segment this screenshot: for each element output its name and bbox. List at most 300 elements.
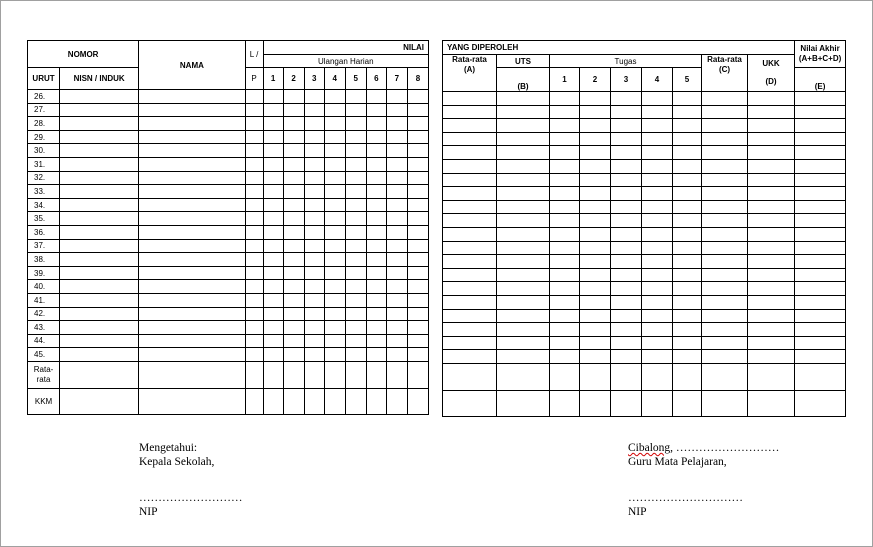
grade-cell[interactable] [263,185,283,199]
grade-cell[interactable] [642,227,673,241]
grade-cell[interactable] [386,239,407,253]
grade-cell[interactable] [580,295,611,309]
grade-cell[interactable] [283,171,304,185]
grade-cell[interactable] [795,214,846,228]
grade-cell[interactable] [304,334,324,348]
grade-cell[interactable] [283,212,304,226]
grade-cell[interactable] [139,321,245,335]
grade-cell[interactable] [580,132,611,146]
grade-cell[interactable] [324,212,345,226]
grade-cell[interactable] [611,173,642,187]
grade-cell[interactable] [366,212,386,226]
grade-cell[interactable] [673,350,702,364]
grade-cell[interactable] [580,92,611,106]
grade-cell[interactable] [366,293,386,307]
grade-cell[interactable] [60,103,139,117]
grade-cell[interactable] [611,255,642,269]
grade-cell[interactable] [324,321,345,335]
grade-cell[interactable] [345,280,366,294]
grade-cell[interactable] [263,266,283,280]
grade-cell[interactable] [386,198,407,212]
grade-cell[interactable] [550,309,580,323]
grade-cell[interactable] [245,130,263,144]
grade-cell[interactable] [139,253,245,267]
grade-cell[interactable] [139,212,245,226]
grade-cell[interactable] [702,241,748,255]
grade-cell[interactable] [324,253,345,267]
grade-cell[interactable] [324,334,345,348]
grade-cell[interactable] [324,307,345,321]
grade-cell[interactable] [550,336,580,350]
grade-cell[interactable] [795,173,846,187]
grade-cell[interactable] [748,187,795,201]
grade-cell[interactable] [673,309,702,323]
grade-cell[interactable] [263,280,283,294]
grade-cell[interactable] [497,159,550,173]
grade-cell[interactable] [366,103,386,117]
grade-cell[interactable] [139,144,245,158]
grade-cell[interactable] [345,103,366,117]
grade-cell[interactable] [139,103,245,117]
grade-cell[interactable] [345,144,366,158]
grade-cell[interactable] [60,266,139,280]
grade-cell[interactable] [702,255,748,269]
grade-cell[interactable] [304,103,324,117]
grade-cell[interactable] [407,225,428,239]
grade-cell[interactable] [324,198,345,212]
grade-cell[interactable] [386,212,407,226]
grade-cell[interactable] [245,198,263,212]
grade-cell[interactable] [324,103,345,117]
grade-cell[interactable] [497,214,550,228]
grade-cell[interactable] [748,119,795,133]
grade-cell[interactable] [60,225,139,239]
grade-cell[interactable] [611,105,642,119]
grade-cell[interactable] [673,255,702,269]
grade-cell[interactable] [580,227,611,241]
grade-cell[interactable] [795,132,846,146]
grade-cell[interactable] [366,157,386,171]
grade-cell[interactable] [386,280,407,294]
grade-cell[interactable] [386,90,407,104]
grade-cell[interactable] [795,323,846,337]
grade-cell[interactable] [407,239,428,253]
grade-cell[interactable] [407,212,428,226]
grade-cell[interactable] [283,280,304,294]
grade-cell[interactable] [139,280,245,294]
grade-cell[interactable] [245,185,263,199]
grade-cell[interactable] [263,103,283,117]
grade-cell[interactable] [283,225,304,239]
grade-cell[interactable] [60,348,139,362]
grade-cell[interactable] [748,350,795,364]
grade-cell[interactable] [443,105,497,119]
grade-cell[interactable] [642,295,673,309]
grade-cell[interactable] [443,295,497,309]
grade-cell[interactable] [283,321,304,335]
grade-cell[interactable] [611,187,642,201]
grade-cell[interactable] [345,253,366,267]
grade-cell[interactable] [386,253,407,267]
grade-cell[interactable] [497,309,550,323]
grade-cell[interactable] [304,239,324,253]
grade-cell[interactable] [366,239,386,253]
grade-cell[interactable] [304,307,324,321]
grade-cell[interactable] [642,119,673,133]
grade-cell[interactable] [60,239,139,253]
grade-cell[interactable] [245,144,263,158]
grade-cell[interactable] [673,241,702,255]
grade-cell[interactable] [642,173,673,187]
grade-cell[interactable] [60,321,139,335]
grade-cell[interactable] [443,92,497,106]
grade-cell[interactable] [245,90,263,104]
grade-cell[interactable] [324,90,345,104]
grade-cell[interactable] [580,200,611,214]
grade-cell[interactable] [497,241,550,255]
grade-cell[interactable] [795,255,846,269]
grade-cell[interactable] [497,92,550,106]
grade-cell[interactable] [366,130,386,144]
grade-cell[interactable] [304,348,324,362]
grade-cell[interactable] [263,130,283,144]
grade-cell[interactable] [345,157,366,171]
grade-cell[interactable] [386,348,407,362]
grade-cell[interactable] [345,90,366,104]
grade-cell[interactable] [642,92,673,106]
grade-cell[interactable] [386,157,407,171]
grade-cell[interactable] [407,90,428,104]
grade-cell[interactable] [550,214,580,228]
grade-cell[interactable] [407,103,428,117]
grade-cell[interactable] [748,309,795,323]
grade-cell[interactable] [748,159,795,173]
grade-cell[interactable] [139,171,245,185]
grade-cell[interactable] [642,146,673,160]
grade-cell[interactable] [283,185,304,199]
grade-cell[interactable] [139,117,245,131]
grade-cell[interactable] [497,268,550,282]
grade-cell[interactable] [304,117,324,131]
grade-cell[interactable] [611,214,642,228]
grade-cell[interactable] [345,239,366,253]
grade-cell[interactable] [139,130,245,144]
grade-cell[interactable] [263,198,283,212]
grade-cell[interactable] [345,321,366,335]
grade-cell[interactable] [139,334,245,348]
grade-cell[interactable] [386,171,407,185]
grade-cell[interactable] [748,323,795,337]
grade-cell[interactable] [443,227,497,241]
grade-cell[interactable] [497,255,550,269]
grade-cell[interactable] [497,146,550,160]
grade-cell[interactable] [642,350,673,364]
grade-cell[interactable] [386,144,407,158]
grade-cell[interactable] [611,241,642,255]
grade-cell[interactable] [139,90,245,104]
grade-cell[interactable] [580,159,611,173]
grade-cell[interactable] [673,323,702,337]
grade-cell[interactable] [580,255,611,269]
grade-cell[interactable] [497,187,550,201]
grade-cell[interactable] [60,90,139,104]
grade-cell[interactable] [673,268,702,282]
grade-cell[interactable] [550,159,580,173]
grade-cell[interactable] [245,280,263,294]
grade-cell[interactable] [550,173,580,187]
grade-cell[interactable] [366,280,386,294]
grade-cell[interactable] [702,309,748,323]
grade-cell[interactable] [550,241,580,255]
grade-cell[interactable] [550,282,580,296]
grade-cell[interactable] [345,266,366,280]
grade-cell[interactable] [304,90,324,104]
grade-cell[interactable] [673,132,702,146]
grade-cell[interactable] [673,295,702,309]
grade-cell[interactable] [550,92,580,106]
grade-cell[interactable] [497,295,550,309]
grade-cell[interactable] [245,334,263,348]
grade-cell[interactable] [795,187,846,201]
grade-cell[interactable] [304,253,324,267]
grade-cell[interactable] [673,336,702,350]
grade-cell[interactable] [642,200,673,214]
grade-cell[interactable] [443,268,497,282]
grade-cell[interactable] [386,266,407,280]
grade-cell[interactable] [283,144,304,158]
grade-cell[interactable] [245,348,263,362]
grade-cell[interactable] [304,321,324,335]
grade-cell[interactable] [407,198,428,212]
grade-cell[interactable] [443,255,497,269]
grade-cell[interactable] [60,171,139,185]
grade-cell[interactable] [245,293,263,307]
grade-cell[interactable] [386,321,407,335]
grade-cell[interactable] [60,334,139,348]
grade-cell[interactable] [702,146,748,160]
grade-cell[interactable] [139,198,245,212]
grade-cell[interactable] [580,309,611,323]
grade-cell[interactable] [60,185,139,199]
grade-cell[interactable] [263,144,283,158]
grade-cell[interactable] [642,255,673,269]
grade-cell[interactable] [550,295,580,309]
grade-cell[interactable] [702,200,748,214]
grade-cell[interactable] [60,198,139,212]
grade-cell[interactable] [580,105,611,119]
grade-cell[interactable] [702,173,748,187]
grade-cell[interactable] [795,92,846,106]
grade-cell[interactable] [60,117,139,131]
grade-cell[interactable] [263,321,283,335]
grade-cell[interactable] [139,157,245,171]
grade-cell[interactable] [748,336,795,350]
grade-cell[interactable] [407,307,428,321]
grade-cell[interactable] [673,282,702,296]
grade-cell[interactable] [60,253,139,267]
grade-cell[interactable] [60,144,139,158]
grade-cell[interactable] [324,144,345,158]
grade-cell[interactable] [139,348,245,362]
grade-cell[interactable] [366,266,386,280]
grade-cell[interactable] [497,350,550,364]
grade-cell[interactable] [407,130,428,144]
grade-cell[interactable] [673,119,702,133]
grade-cell[interactable] [283,90,304,104]
grade-cell[interactable] [702,323,748,337]
grade-cell[interactable] [673,187,702,201]
grade-cell[interactable] [304,130,324,144]
grade-cell[interactable] [443,350,497,364]
grade-cell[interactable] [407,185,428,199]
grade-cell[interactable] [407,157,428,171]
grade-cell[interactable] [283,239,304,253]
grade-cell[interactable] [673,105,702,119]
grade-cell[interactable] [443,323,497,337]
grade-cell[interactable] [245,225,263,239]
grade-cell[interactable] [324,293,345,307]
grade-cell[interactable] [324,171,345,185]
grade-cell[interactable] [60,280,139,294]
grade-cell[interactable] [580,187,611,201]
grade-cell[interactable] [702,295,748,309]
grade-cell[interactable] [673,92,702,106]
grade-cell[interactable] [550,323,580,337]
grade-cell[interactable] [702,187,748,201]
grade-cell[interactable] [60,307,139,321]
grade-cell[interactable] [443,214,497,228]
grade-cell[interactable] [366,90,386,104]
grade-cell[interactable] [304,293,324,307]
grade-cell[interactable] [345,334,366,348]
grade-cell[interactable] [407,293,428,307]
grade-cell[interactable] [263,225,283,239]
grade-cell[interactable] [304,280,324,294]
grade-cell[interactable] [443,173,497,187]
grade-cell[interactable] [386,103,407,117]
grade-cell[interactable] [443,146,497,160]
grade-cell[interactable] [795,268,846,282]
grade-cell[interactable] [550,119,580,133]
grade-cell[interactable] [795,309,846,323]
grade-cell[interactable] [497,323,550,337]
grade-cell[interactable] [345,117,366,131]
grade-cell[interactable] [304,157,324,171]
grade-cell[interactable] [407,321,428,335]
grade-cell[interactable] [263,90,283,104]
grade-cell[interactable] [345,185,366,199]
grade-cell[interactable] [497,282,550,296]
grade-cell[interactable] [345,130,366,144]
grade-cell[interactable] [748,200,795,214]
grade-cell[interactable] [245,307,263,321]
grade-cell[interactable] [345,225,366,239]
grade-cell[interactable] [407,266,428,280]
grade-cell[interactable] [345,212,366,226]
grade-cell[interactable] [550,146,580,160]
grade-cell[interactable] [263,239,283,253]
grade-cell[interactable] [748,295,795,309]
grade-cell[interactable] [611,268,642,282]
grade-cell[interactable] [283,103,304,117]
grade-cell[interactable] [60,212,139,226]
grade-cell[interactable] [407,117,428,131]
grade-cell[interactable] [324,117,345,131]
grade-cell[interactable] [611,227,642,241]
grade-cell[interactable] [283,198,304,212]
grade-cell[interactable] [324,157,345,171]
grade-cell[interactable] [283,307,304,321]
grade-cell[interactable] [580,173,611,187]
grade-cell[interactable] [497,105,550,119]
grade-cell[interactable] [139,266,245,280]
grade-cell[interactable] [324,130,345,144]
grade-cell[interactable] [795,295,846,309]
grade-cell[interactable] [443,132,497,146]
grade-cell[interactable] [795,336,846,350]
grade-cell[interactable] [702,132,748,146]
grade-cell[interactable] [263,334,283,348]
grade-cell[interactable] [366,253,386,267]
grade-cell[interactable] [366,321,386,335]
grade-cell[interactable] [550,255,580,269]
grade-cell[interactable] [245,239,263,253]
grade-cell[interactable] [283,130,304,144]
grade-cell[interactable] [366,334,386,348]
grade-cell[interactable] [304,144,324,158]
grade-cell[interactable] [386,185,407,199]
grade-cell[interactable] [407,144,428,158]
grade-cell[interactable] [702,336,748,350]
grade-cell[interactable] [443,336,497,350]
grade-cell[interactable] [366,307,386,321]
grade-cell[interactable] [443,282,497,296]
grade-cell[interactable] [386,225,407,239]
grade-cell[interactable] [386,307,407,321]
grade-cell[interactable] [611,92,642,106]
grade-cell[interactable] [673,200,702,214]
grade-cell[interactable] [642,241,673,255]
grade-cell[interactable] [283,334,304,348]
grade-cell[interactable] [139,307,245,321]
grade-cell[interactable] [611,336,642,350]
grade-cell[interactable] [283,348,304,362]
grade-cell[interactable] [611,350,642,364]
grade-cell[interactable] [642,187,673,201]
grade-cell[interactable] [795,200,846,214]
grade-cell[interactable] [748,282,795,296]
grade-cell[interactable] [673,173,702,187]
grade-cell[interactable] [245,171,263,185]
grade-cell[interactable] [245,266,263,280]
grade-cell[interactable] [580,323,611,337]
grade-cell[interactable] [748,132,795,146]
grade-cell[interactable] [748,173,795,187]
grade-cell[interactable] [642,323,673,337]
grade-cell[interactable] [324,348,345,362]
grade-cell[interactable] [245,117,263,131]
grade-cell[interactable] [263,307,283,321]
grade-cell[interactable] [611,200,642,214]
grade-cell[interactable] [139,293,245,307]
grade-cell[interactable] [748,241,795,255]
grade-cell[interactable] [702,227,748,241]
grade-cell[interactable] [748,105,795,119]
grade-cell[interactable] [304,185,324,199]
grade-cell[interactable] [263,157,283,171]
grade-cell[interactable] [642,132,673,146]
grade-cell[interactable] [407,280,428,294]
